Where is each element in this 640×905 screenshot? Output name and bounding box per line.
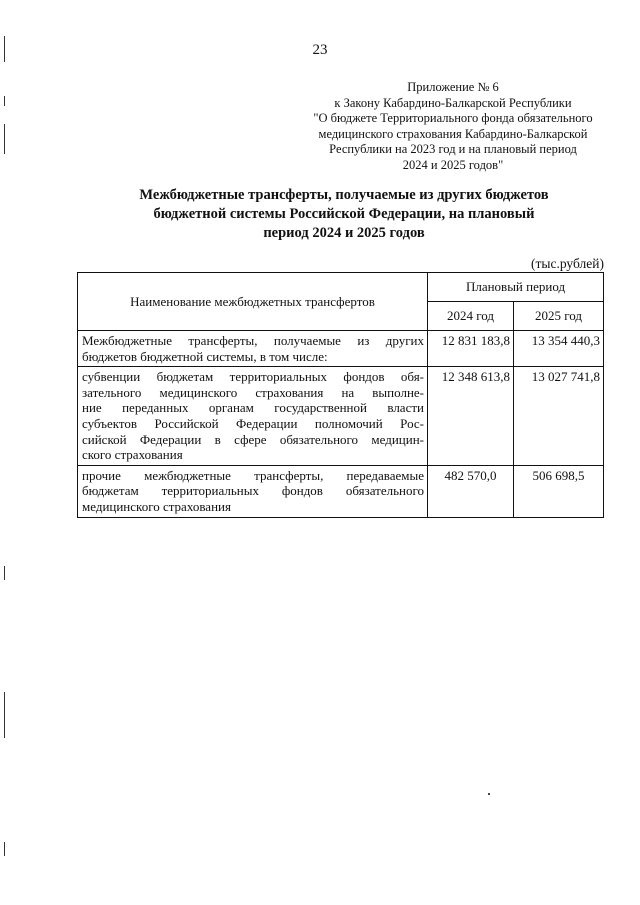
row-name-line: зательного медицинского страхования на выполне- <box>82 384 424 400</box>
scan-margin-mark <box>4 692 5 738</box>
appendix-line: "О бюджете Территориального фонда обязательного <box>313 111 593 126</box>
row-name-line: Межбюджетные трансферты, получаемые из других <box>82 333 424 348</box>
row-name-line: медицинского страхования <box>82 498 231 514</box>
table-row <box>78 367 604 466</box>
row-name-line: ского страхования <box>82 447 183 463</box>
row-name-line: субвенции бюджетам территориальных фондов обя- <box>82 369 424 385</box>
appendix-line: Республики на 2023 год и на плановый период <box>329 142 577 157</box>
row-name-line: бюджетам территориальных фондов обязательного <box>82 483 424 499</box>
row-name <box>78 465 428 517</box>
scan-margin-mark <box>4 842 5 856</box>
appendix-caption <box>300 80 606 174</box>
value-2024: 12 348 613,8 <box>428 367 514 466</box>
row-name-line: субъектов Российской Федерации полномочий Рос- <box>82 415 424 431</box>
appendix-line: 2024 и 2025 годов" <box>402 157 504 172</box>
header-year-2024: 2024 год <box>428 302 514 331</box>
value-2024: 12 831 183,8 <box>428 331 514 367</box>
header-name: Наименование межбюджетных трансфертов <box>78 273 428 331</box>
table-row <box>78 465 604 517</box>
table-row <box>78 331 604 367</box>
value-2025: 13 027 741,8 <box>514 367 604 466</box>
title-line: бюджетной системы Российской Федерации, на плановый <box>153 206 535 222</box>
row-name-line: сийской Федерации в сфере обязательного медицин- <box>82 431 424 447</box>
appendix-line: Приложение № 6 <box>407 80 499 94</box>
value-2025: 506 698,5 <box>514 465 604 517</box>
row-name-line: ние переданных органам государственной власти <box>82 400 424 416</box>
row-name <box>78 367 428 466</box>
appendix-line: к Закону Кабардино-Балкарской Республики <box>334 95 572 110</box>
scan-margin-mark <box>4 124 5 154</box>
appendix-line: медицинского страхования Кабардино-Балкарской <box>318 126 588 141</box>
row-name-line: прочие межбюджетные трансферты, передаваемые <box>82 467 424 483</box>
header-planning-period: Плановый период <box>428 273 604 302</box>
scan-margin-mark <box>4 566 5 580</box>
scan-speck <box>488 793 490 795</box>
transfers-table <box>77 272 604 518</box>
document-title <box>100 186 588 243</box>
value-2024: 482 570,0 <box>428 465 514 517</box>
scan-margin-mark <box>4 96 5 106</box>
value-2025: 13 354 440,3 <box>514 331 604 367</box>
header-year-2025: 2025 год <box>514 302 604 331</box>
title-line: период 2024 и 2025 годов <box>263 225 425 241</box>
row-name-line: бюджетов бюджетной системы, в том числе: <box>82 348 328 364</box>
page-number: 23 <box>312 42 328 58</box>
units-label: (тыс.рублей) <box>531 256 604 271</box>
row-name <box>78 331 428 367</box>
title-line: Межбюджетные трансферты, получаемые из других бюджетов <box>139 187 549 203</box>
